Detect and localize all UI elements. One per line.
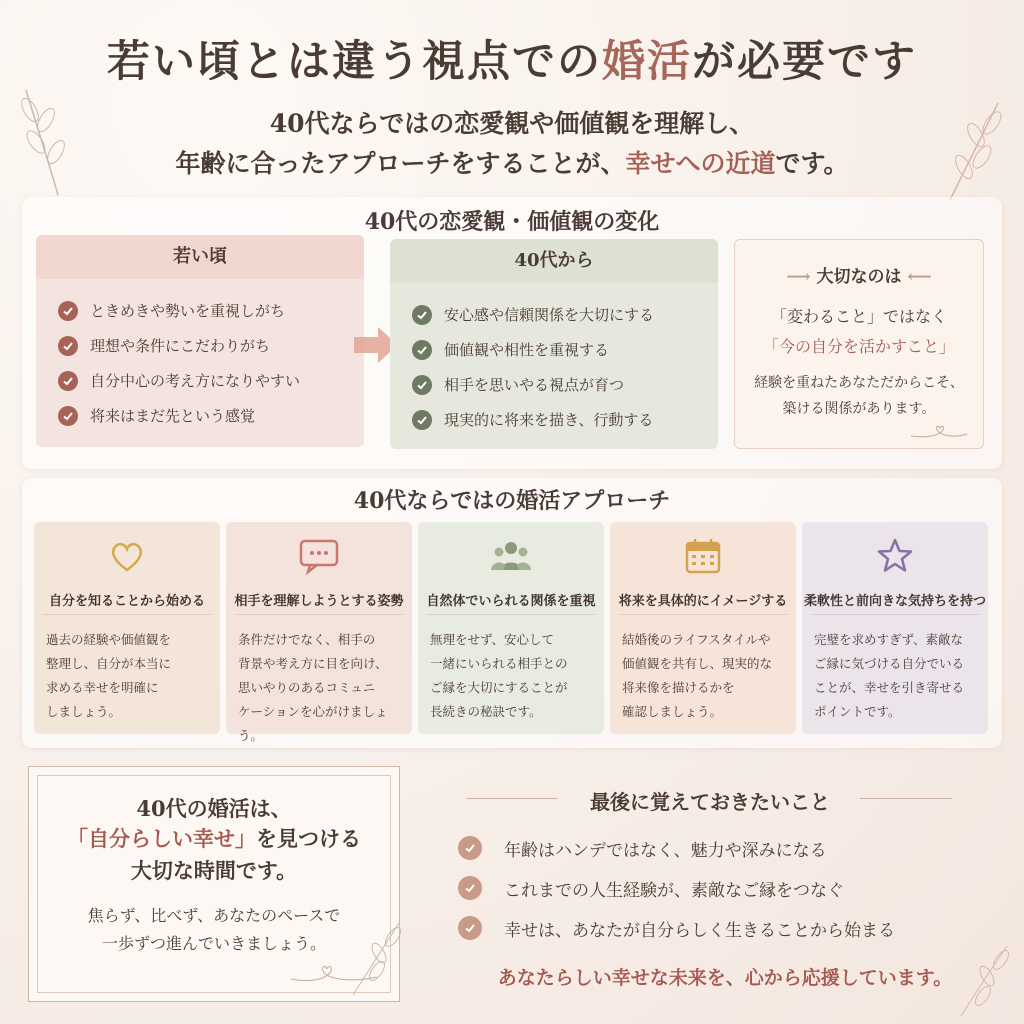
check-icon — [58, 371, 78, 391]
young-item-text: 理想や条件にこだわりがち — [90, 337, 271, 355]
young-item — [58, 398, 364, 433]
forties-column — [390, 239, 718, 449]
forties-item — [412, 297, 718, 332]
star-icon — [802, 536, 988, 576]
remember-item-text: これまでの人生経験が、素敵なご縁をつなぐ — [504, 880, 844, 901]
approach-card-body: 無理をせず、安心して 一緒にいられる相手との ご縁を大切にすることが 長続きの秘訣です。 — [430, 632, 568, 719]
approach-card-body: 完璧を求めすぎず、素敵な ご縁に気づける自分でいる ことが、幸せを引き寄せる ポイントです。 — [814, 632, 965, 719]
approach-card — [34, 522, 220, 734]
important-box — [734, 239, 984, 449]
chat-bubble-icon — [226, 536, 412, 576]
check-icon — [458, 836, 482, 860]
important-heading: ⟶ 大切なのは ⟵ — [786, 267, 932, 287]
approach-card-title: 自然体でいられる関係を重視 — [426, 594, 596, 609]
check-icon — [58, 336, 78, 356]
note-line-4: 焦らず、比べず、あなたのペースで — [87, 906, 341, 925]
leaf-decoration-bottom-right-icon — [955, 940, 1015, 1020]
heart-flourish-icon — [909, 424, 969, 440]
calendar-icon — [610, 536, 796, 576]
change-panel — [22, 197, 1002, 469]
approach-card-title: 将来を具体的にイメージする — [618, 594, 788, 609]
title-text: 若い頃とは違う視点での — [107, 37, 602, 87]
forties-item — [412, 402, 718, 437]
approach-section-title: 40代ならではの婚活アプローチ — [353, 488, 671, 514]
card-divider — [42, 614, 212, 615]
note-line-5: 一歩ずつ進んでいきましょう。 — [101, 934, 326, 953]
heart-icon — [34, 536, 220, 576]
check-icon — [58, 301, 78, 321]
young-item — [58, 293, 364, 328]
card-divider — [810, 614, 980, 615]
lead-text: 年齢に合ったアプローチをすることが、 — [175, 149, 626, 178]
important-quote-1: 「変わること」ではなく — [770, 307, 947, 326]
note-accent: 「自分らしい幸せ」 — [67, 826, 256, 851]
young-list — [36, 279, 364, 433]
approach-card-title: 相手を理解しようとする姿勢 — [234, 594, 404, 609]
important-heading-text: 大切なのは — [816, 267, 902, 287]
forties-list — [390, 283, 718, 437]
change-section-title: 40代の恋愛観・価値観の変化 — [364, 209, 660, 235]
important-text-2: 築ける関係があります。 — [782, 401, 936, 417]
people-icon — [418, 536, 604, 576]
check-icon — [412, 375, 432, 395]
note-line-1: 40代の婚活は、 — [136, 796, 292, 821]
title-accent: 婚活 — [602, 37, 692, 87]
remember-list — [458, 828, 895, 948]
check-icon — [412, 305, 432, 325]
leaf-decoration-left-icon — [8, 80, 78, 200]
closing-message: あなたらしい幸せな未来を、心から応援しています。 — [497, 967, 953, 989]
approach-card-title: 柔軟性と前向きな気持ちを持つ — [803, 594, 986, 609]
forties-item-text: 現実的に将来を描き、行動する — [444, 411, 654, 429]
summary-note — [28, 766, 400, 1002]
remember-item — [458, 868, 895, 908]
young-item-text: 自分中心の考え方になりやすい — [90, 372, 301, 390]
approach-card-body: 条件だけでなく、相手の 背景や考え方に目を向け、 思いやりのあるコミュニ ケーションを心がけましょう。 — [238, 632, 388, 743]
approach-card-title: 自分を知ることから始める — [48, 594, 205, 609]
forties-item — [412, 332, 718, 367]
page-title — [0, 28, 1024, 89]
approach-card — [802, 522, 988, 734]
lead-line-2 — [0, 144, 1024, 180]
note-line-2 — [29, 823, 399, 853]
check-icon — [58, 406, 78, 426]
forties-item-text: 安心感や信頼関係を大切にする — [444, 306, 655, 324]
remember-item — [458, 908, 895, 948]
forties-item — [412, 367, 718, 402]
young-heading: 若い頃 — [36, 235, 364, 279]
approach-card-body: 結婚後のライフスタイルや 価値観を共有し、現実的な 将来像を描けるかを 確認しましょう。 — [622, 632, 773, 719]
important-text-1: 経験を重ねたあなただからこそ、 — [754, 375, 964, 391]
note-line-3: 大切な時間です。 — [130, 858, 298, 883]
important-quote-2: 「今の自分を活かすこと」 — [762, 337, 955, 356]
approach-card — [610, 522, 796, 734]
remember-item-text: 幸せは、あなたが自分らしく生きることから始まる — [504, 920, 895, 941]
card-divider — [234, 614, 404, 615]
forties-heading: 40代から — [390, 239, 718, 283]
lead-text-end: です。 — [775, 149, 849, 178]
approach-card-body: 過去の経験や価値観を 整理し、自分が本当に 求める幸せを明確に しましょう。 — [46, 632, 172, 719]
check-icon — [412, 340, 432, 360]
approach-card — [418, 522, 604, 734]
forties-item-text: 相手を思いやる視点が育つ — [444, 376, 625, 394]
remember-title: 最後に覚えておきたいこと — [590, 790, 830, 814]
young-item-text: ときめきや勢いを重視しがち — [90, 302, 286, 320]
young-column — [36, 235, 364, 447]
young-item — [58, 328, 364, 363]
approach-card — [226, 522, 412, 743]
lead-line-1: 40代ならではの恋愛観や価値観を理解し、 — [269, 109, 755, 138]
card-divider — [426, 614, 596, 615]
leaf-decoration-icon — [349, 917, 405, 997]
check-icon — [458, 876, 482, 900]
forties-item-text: 価値観や相性を重視する — [444, 341, 610, 359]
young-item — [58, 363, 364, 398]
check-icon — [458, 916, 482, 940]
card-divider — [618, 614, 788, 615]
remember-item-text: 年齢はハンデではなく、魅力や深みになる — [504, 840, 827, 861]
note-line-2-text: を見つける — [256, 826, 361, 851]
remember-item — [458, 828, 895, 868]
check-icon — [412, 410, 432, 430]
title-text-end: が必要です — [692, 37, 917, 87]
lead-accent: 幸せへの近道 — [625, 149, 776, 178]
young-item-text: 将来はまだ先という感覚 — [90, 407, 256, 425]
